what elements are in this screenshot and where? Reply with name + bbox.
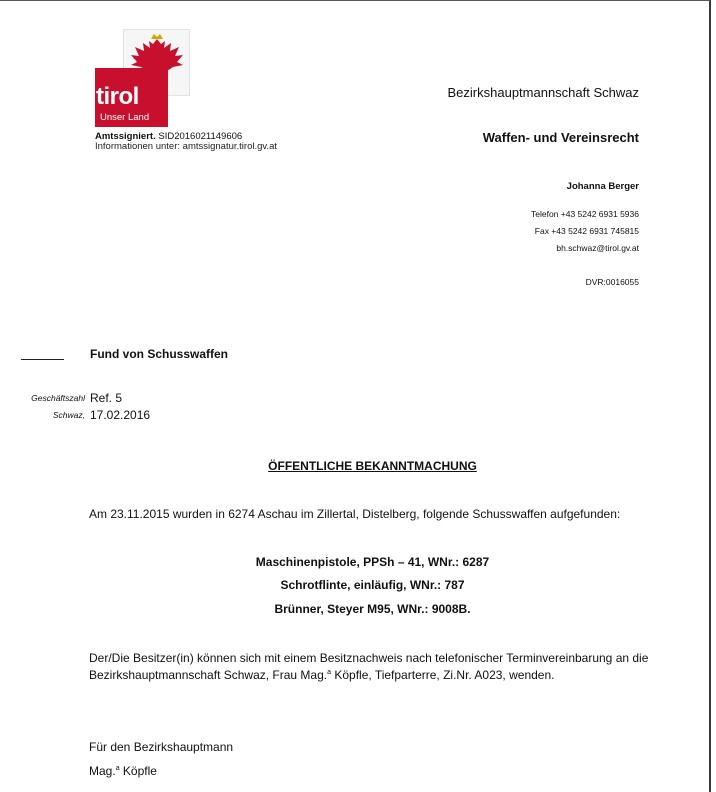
signer-superscript: a [115, 765, 120, 772]
contact-phone: Telefon +43 5242 6931 5936 [530, 209, 639, 219]
weapon-item: Brünner, Steyer M95, WNr.: 9008B. [274, 602, 471, 616]
signature-label: Amtssigniert. [95, 131, 156, 142]
subject-rule [21, 359, 64, 360]
contact-fax: Fax +43 5242 6931 745815 [534, 226, 639, 236]
body-line-2-end: Köpfle, Tiefparterre, Zi.Nr. A023, wenden. [331, 668, 555, 682]
contact-email: bh.schwaz@tirol.gv.at [556, 243, 639, 253]
subject-title: Fund von Schusswaffen [90, 347, 229, 361]
signer-name [89, 764, 157, 778]
logo-tagline: Unser Land [100, 112, 150, 123]
department-name: Waffen- und Vereinsrecht [482, 130, 639, 145]
place-label: Schwaz, [52, 410, 85, 420]
body-line-2 [89, 668, 554, 682]
signature-info: Informationen unter: amtssignatur.tirol.gv.at [95, 141, 277, 152]
notice-heading: ÖFFENTLICHE BEKANNTMACHUNG [268, 459, 477, 473]
logo-wordmark: tirol [96, 83, 139, 110]
dvr-number: DVR:0016055 [585, 277, 639, 287]
signer-title: Mag. [89, 764, 116, 778]
weapon-item: Maschinenpistole, PPSh – 41, WNr.: 6287 [255, 555, 490, 569]
document-date: 17.02.2016 [90, 408, 151, 422]
intro-paragraph: Am 23.11.2015 wurden in 6274 Aschau im Zillertal, Distelberg, folgende Schusswaffen aufgefunden: [89, 507, 621, 521]
signature-id: SID2016021149606 [158, 131, 243, 142]
ref-value: Ref. 5 [90, 391, 123, 405]
body-line-2-superscript: a [327, 669, 332, 676]
weapon-item: Schrotflinte, einläufig, WNr.: 787 [280, 578, 465, 592]
body-line-1: Der/Die Besitzer(in) können sich mit einem Besitznachweis nach telefonischer Terminvereinbarung an die [89, 651, 649, 665]
closing-line: Für den Bezirkshauptmann [89, 740, 234, 754]
contact-person: Johanna Berger [566, 181, 639, 192]
body-line-2-start: Bezirkshauptmannschaft Schwaz, Frau Mag. [89, 668, 328, 682]
signer-surname: Köpfle [119, 764, 157, 778]
authority-name: Bezirkshauptmannschaft Schwaz [447, 85, 639, 100]
ref-label: Geschäftszahl [31, 393, 85, 403]
